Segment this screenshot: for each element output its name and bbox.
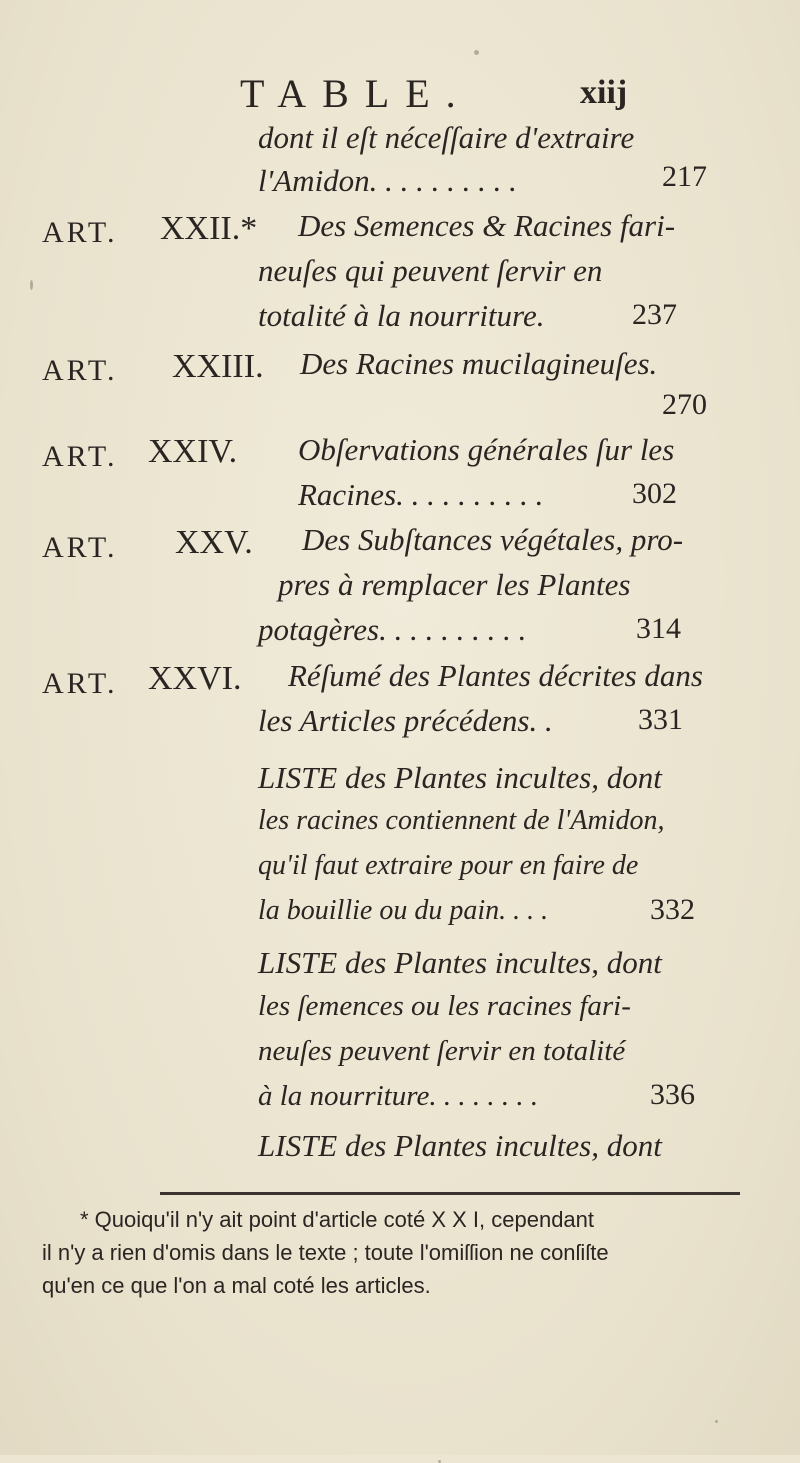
- entry-page: 302: [632, 477, 677, 510]
- entry-page: 217: [662, 160, 707, 193]
- list-page: 332: [650, 893, 695, 926]
- list-line: LISTE des Plantes incultes, dont: [258, 945, 662, 980]
- paper-speck: [715, 1420, 718, 1423]
- list-line: qu'il faut extraire pour en faire de: [258, 850, 639, 881]
- footnote-rule: [160, 1192, 740, 1195]
- article-number: XXIII.: [172, 348, 264, 385]
- entry-line: l'Amidon. . . . . . . . . .: [258, 163, 517, 198]
- entry-line: pres à remplacer les Plantes: [278, 567, 631, 602]
- article-number: XXVI.: [148, 660, 242, 697]
- entry-line: potagères. . . . . . . . . .: [258, 612, 527, 647]
- article-label: ART.: [42, 354, 118, 387]
- entry-line: Des Subſtances végétales, pro-: [302, 522, 684, 557]
- list-line: LISTE des Plantes incultes, dont: [258, 1128, 662, 1163]
- entry-page: 331: [638, 703, 683, 736]
- article-number: XXII.*: [160, 210, 258, 247]
- entry-line: Réſumé des Plantes décrites dans: [288, 658, 703, 693]
- article-number: XXIV.: [148, 433, 238, 470]
- footnote-line: il n'y a rien d'omis dans le texte ; toute l'omiſſion ne conſiſte: [42, 1240, 609, 1265]
- entry-line: dont il eſt néceſſaire d'extraire: [258, 120, 635, 155]
- entry-page: 270: [662, 388, 707, 421]
- article-number: XXV.: [175, 524, 253, 561]
- list-line: LISTE des Plantes incultes, dont: [258, 760, 662, 795]
- footnote-line: * Quoiqu'il n'y ait point d'article coté X X I, cependant: [80, 1207, 595, 1232]
- list-line: les ſemences ou les racines fari-: [258, 990, 631, 1022]
- entry-line: Racines. . . . . . . . . .: [298, 477, 544, 512]
- paper-speck: [474, 50, 479, 55]
- list-line: neuſes peuvent ſervir en totalité: [258, 1035, 626, 1067]
- article-label: ART.: [42, 667, 118, 700]
- list-page: 336: [650, 1078, 695, 1111]
- list-line: la bouillie ou du pain. . . .: [258, 895, 549, 926]
- entry-line: Des Semences & Racines fari-: [298, 208, 676, 243]
- running-head-title: TABLE.: [240, 71, 472, 116]
- list-line: à la nourriture. . . . . . . .: [258, 1080, 539, 1112]
- article-label: ART.: [42, 216, 118, 249]
- footnote-line: qu'en ce que l'on a mal coté les articles.: [42, 1273, 431, 1298]
- entry-line: les Articles précédens. .: [258, 703, 553, 738]
- list-line: les racines contiennent de l'Amidon,: [258, 805, 665, 836]
- article-label: ART.: [42, 531, 118, 564]
- entry-line: Des Racines mucilagineuſes.: [300, 346, 658, 381]
- entry-line: Obſervations générales ſur les: [298, 432, 675, 467]
- paper-speck: [30, 280, 33, 290]
- entry-page: 314: [636, 612, 681, 645]
- page-number: xiij: [580, 74, 628, 111]
- entry-line: neuſes qui peuvent ſervir en: [258, 253, 603, 288]
- article-label: ART.: [42, 440, 118, 473]
- entry-page: 237: [632, 298, 677, 331]
- entry-line: totalité à la nourriture.: [258, 298, 545, 333]
